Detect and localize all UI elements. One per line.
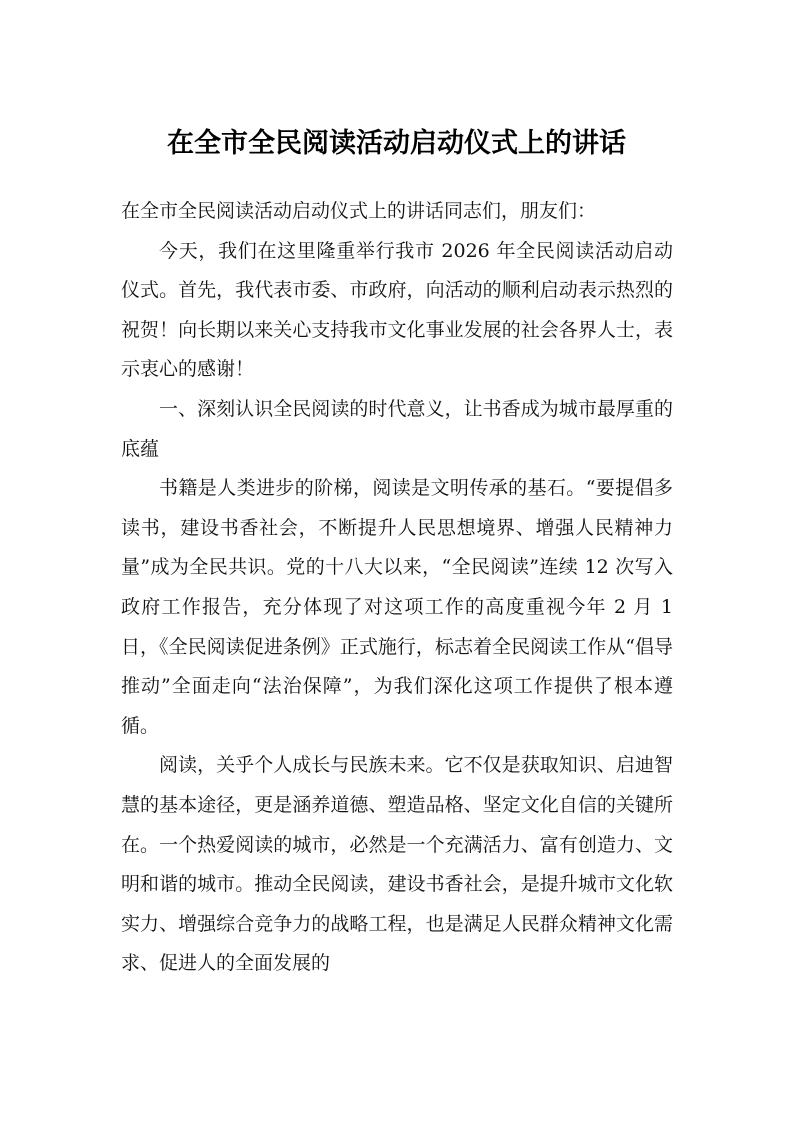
- section-heading-1: 一、深刻认识全民阅读的时代意义，让书香成为城市最厚重的底蕴: [121, 397, 673, 460]
- opening-paragraph: 今天，我们在这里隆重举行我市 2026 年全民阅读活动启动仪式。首先，我代表市委、市政府，向活动的顺利启动表示热烈的祝贺！向长期以来关心支持我市文化事业发展的社会各界人士，表示衷心的感谢！: [121, 239, 673, 381]
- salutation-paragraph: 在全市全民阅读活动启动仪式上的讲话同志们，朋友们：: [121, 200, 597, 222]
- body-paragraph: 阅读，关乎个人成长与民族未来。它不仅是获取知识、启迪智慧的基本途径，更是涵养道德、塑造品格、坚定文化自信的关键所在。一个热爱阅读的城市，必然是一个充满活力、富有创造力、文明和谐的城市。推动全民阅读，建设书香社会，是提升城市文化软实力、增强综合竞争力的战略工程，也是满足人民群众精神文化需求、促进人的全面发展的: [121, 754, 673, 975]
- document-title: 在全市全民阅读活动启动仪式上的讲话: [167, 128, 626, 159]
- document-body: [121, 192, 673, 984]
- body-paragraph: 书籍是人类进步的阶梯，阅读是文明传承的基石。“要提倡多读书，建设书香社会，不断提升人民思想境界、增强人民精神力量”成为全民共识。党的十八大以来，“全民阅读”连续 12 次写入政府工作报告，充分体现了对这项工作的高度重视今年 2 月 1 日，《全民阅读促进条例》正式施行，标志着全民阅读工作从“倡导推动”全面走向“法治保障”，为我们深化这项工作提供了根本遵循。: [121, 477, 673, 737]
